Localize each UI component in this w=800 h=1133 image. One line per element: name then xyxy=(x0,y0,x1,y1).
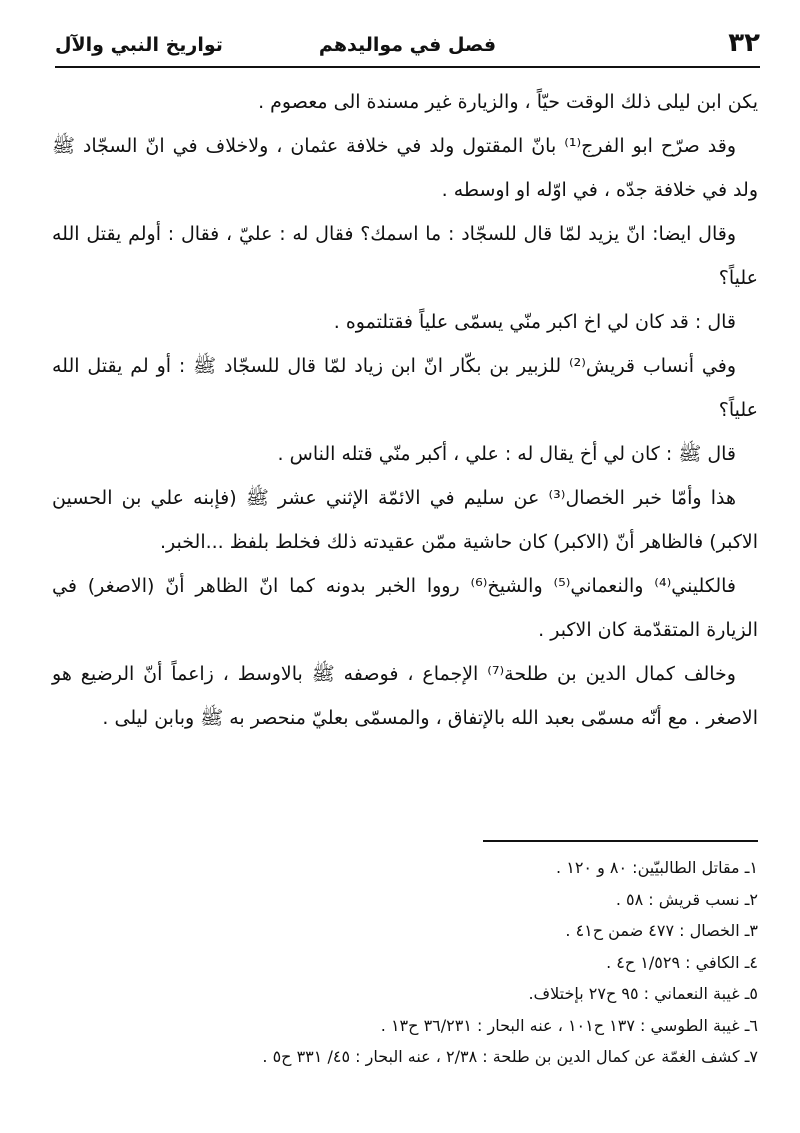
footnote: ٦ـ غيبة الطوسي : ١٣٧ ح١٠١ ، عنه البحار : ٣٦/٢٣١ ح١٣ . xyxy=(380,1015,758,1035)
paragraph: قال : قد كان لي اخ اكبر منّي يسمّى علياً فقتلتموه . xyxy=(333,311,736,333)
page-number: ٣٢ xyxy=(728,28,760,58)
paragraph: هذا وأمّا خبر الخصال⁽³⁾ عن سليم في الائمّة الإثني عشر ﷺ (فإبنه علي بن الحسين الاكبر) فالظاهر أنّ (الاكبر) كان حاشية ممّن عقيدته ذلك فخلط بلفظ ...الخبر. xyxy=(52,487,758,553)
paragraph: يكن ابن ليلى ذلك الوقت حيّاً ، والزيارة غير مسندة الى معصوم . xyxy=(258,91,758,113)
paragraph: وقد صرّح ابو الفرج⁽¹⁾ بانّ المقتول ولد في خلافة عثمان ، ولاخلاف في انّ السجّاد ﷺ ولد في خلافة جدّه ، في اوّله او اوسطه . xyxy=(52,135,758,201)
footnote: ٢ـ نسب قريش : ٥٨ . xyxy=(615,889,758,909)
footnotes xyxy=(52,852,758,1073)
footnote: ٣ـ الخصال : ٤٧٧ ضمن ح٤١ . xyxy=(565,921,758,940)
footnote: ٥ـ غيبة النعماني : ٩٥ ح٢٧ بإختلاف. xyxy=(528,984,758,1003)
paragraph: فالكليني⁽⁴⁾ والنعماني⁽⁵⁾ والشيخ⁽⁶⁾ رووا الخبر بدونه كما انّ الظاهر أنّ (الاصغر) في الزيارة المتقدّمة كان الاكبر . xyxy=(52,575,758,641)
footnote: ٧ـ كشف الغمّة عن كمال الدين بن طلحة : ٢/٣٨ ، عنه البحار : ٤٥/ ٣٣١ ح٥ . xyxy=(262,1047,758,1066)
footnote-divider xyxy=(483,840,758,842)
footnote: ٤ـ الكافي : ١/٥٢٩ ح٤ . xyxy=(606,952,758,972)
book-title: تواريخ النبي والآل xyxy=(55,34,223,56)
page-header xyxy=(55,30,760,68)
paragraph: قال ﷺ : كان لي أخ يقال له : علي ، أكبر منّي قتله الناس . xyxy=(277,443,736,465)
main-text xyxy=(52,80,758,740)
paragraph: وخالف كمال الدين بن طلحة⁽⁷⁾ الإجماع ، فوصفه ﷺ بالاوسط ، زاعماً أنّ الرضيع هو الاصغر . مع أنّه مسمّى بعبد الله بالإتفاق ، والمسمّى بعليّ منحصر به ﷺ وبابن ليلى . xyxy=(52,663,758,729)
footnote: ١ـ مقاتل الطالبيّين: ٨٠ و ١٢٠ . xyxy=(556,858,758,877)
paragraph: وفي أنساب قريش⁽²⁾ للزبير بن بكّار انّ ابن زياد لمّا قال للسجّاد ﷺ : أو لم يقتل الله علياً؟ xyxy=(52,355,758,421)
paragraph: وقال ايضا: انّ يزيد لمّا قال للسجّاد : ما اسمك؟ فقال له : عليّ ، فقال : أولم يقتل الله علياً؟ xyxy=(52,223,758,289)
chapter-title: فصل في مواليدهم xyxy=(318,34,497,56)
